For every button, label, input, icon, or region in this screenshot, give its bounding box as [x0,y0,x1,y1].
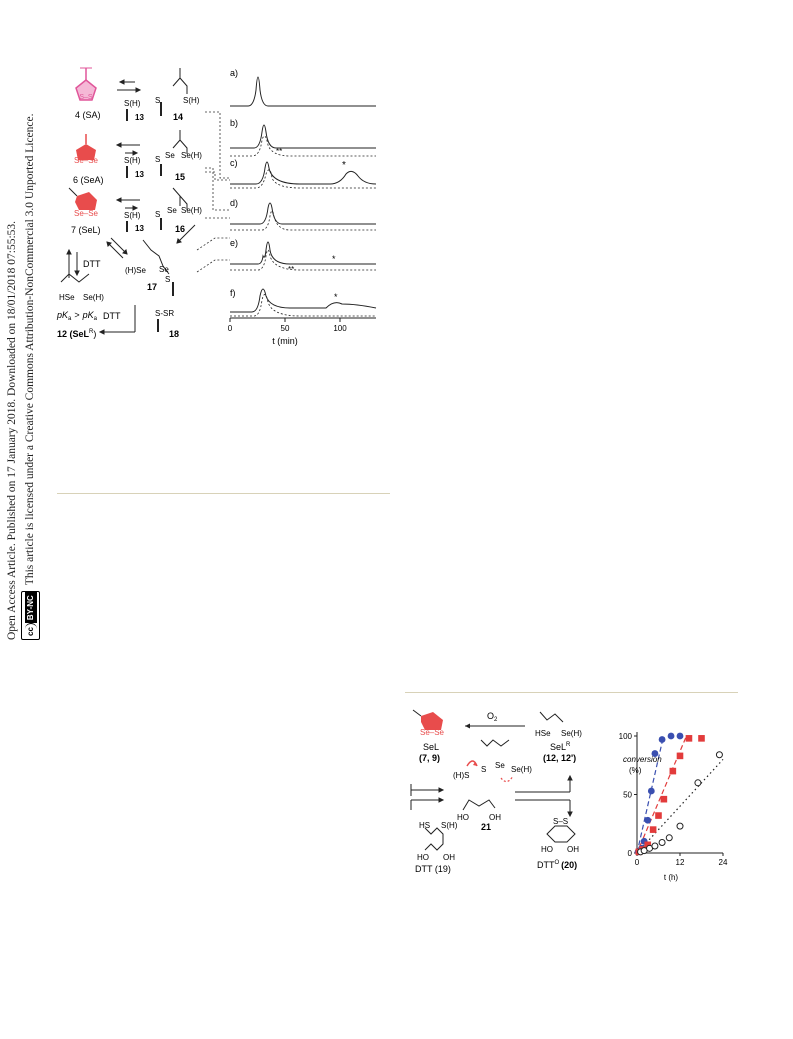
svg-text:OH: OH [443,853,455,862]
svg-text:13: 13 [135,170,144,179]
electron-arrow-red-dashed [501,776,513,782]
double-asterisk-e: ** [288,265,295,274]
sel-ring [413,710,445,737]
data-point-open-circle [659,839,665,845]
svg-text:S: S [165,275,171,284]
x-axis-label: t (min) [272,336,298,346]
x-tick-label: 0 [634,858,640,867]
trace-label-b: b) [230,118,239,128]
svg-text:HS: HS [419,821,431,830]
conversion-chart-axes [619,732,728,867]
selr-numbers: (12, 12') [543,753,577,763]
dtto-structure [547,826,575,842]
svg-text:OH: OH [567,845,579,854]
compound-21-label: 21 [481,822,492,832]
y-axis-unit: (%) [629,766,642,775]
x-tick-100: 100 [333,324,347,333]
data-point-circle [648,788,655,795]
trace-d-solid [230,203,376,224]
svg-text:Se: Se [167,206,177,215]
sel-label: SeL [423,742,440,752]
y-tick-label: 50 [623,790,632,800]
trace-b-dashed [230,136,376,156]
x-tick-0: 0 [227,324,233,333]
x-tick-label: 12 [675,858,685,867]
trace-b-solid [230,125,376,148]
asterisk-e: * [332,254,336,264]
svg-text:Se(H): Se(H) [561,729,582,738]
dtt-label-2: DTT [103,311,121,321]
o2-label: $O_2$ [487,711,498,723]
ring-se-label: Se–Se [73,156,99,165]
svg-text:Se(H): Se(H) [181,206,202,215]
trace-label-e: e) [230,238,239,248]
license-sidebar [0,0,52,700]
svg-text:HO: HO [417,853,429,862]
svg-text:13: 13 [135,113,144,122]
compound-21 [463,740,509,810]
compound-15-label: 15 [175,172,186,182]
trace-label-f: f) [230,288,236,298]
asterisk-c: * [342,160,346,171]
figure-1 [55,60,395,350]
x-tick-label: 24 [718,858,728,867]
data-point-circle [668,733,675,740]
ring-s-label: S–S [79,94,93,101]
figure-1-divider [57,493,390,494]
trace-d-dashed [230,211,376,230]
svg-text:S: S [155,155,161,164]
trace-a [230,77,376,106]
trace-f-solid [230,289,376,312]
compound-18-label: 18 [169,329,180,339]
compound-14 [161,68,187,116]
svg-text:S: S [155,210,161,219]
conversion-chart [605,712,735,882]
compound-14-label: 14 [173,112,184,122]
x-tick-50: 50 [280,324,290,333]
pka-relation: $pK_a > pK_a$ [57,310,97,322]
svg-text:OH: OH [489,813,501,822]
compound-7-ring [69,188,99,218]
data-point-square [686,735,693,742]
svg-text:(H)S: (H)S [453,771,470,780]
svg-text:HSe: HSe [535,729,551,738]
y-axis-label: conversion [623,755,662,764]
compound-13-fragments [124,99,144,233]
svg-text:Se(H): Se(H) [511,765,532,774]
svg-text:Se–Se: Se–Se [73,209,99,218]
leader-lines [197,112,230,272]
data-point-circle [659,736,666,743]
svg-text:S: S [155,96,161,105]
license-text-block [4,114,40,641]
svg-text:S(H): S(H) [124,211,141,220]
compound-7-label: 7 (SeL) [71,225,101,235]
trace-f-dashed [230,294,376,316]
selr-label: SeL$^R$ [550,742,571,752]
figure-2-scheme [405,700,620,875]
svg-text:S-SR: S-SR [155,309,175,318]
compound-17-label: 17 [147,282,158,292]
trace-label-d: d) [230,198,239,208]
license-line: ccBY-NCThis article is licensed under a Creative Commons Attribution-NonCommercial 3.0 Unported Licence. [21,114,40,641]
trace-e-dashed [230,250,376,270]
svg-text:S(H): S(H) [183,96,200,105]
data-point-square [650,826,657,833]
trend-line-0 [637,736,664,853]
figure-2-divider [405,692,738,693]
y-tick-label: 0 [627,849,632,858]
selr-structure [540,712,563,722]
compound-12 [61,274,89,282]
compound-6-label: 6 (SeA) [73,175,104,185]
svg-text:Se: Se [495,761,505,770]
sel-numbers: (7, 9) [419,753,441,763]
data-point-square [670,768,677,775]
compound-12-label: 12 (SeL$^R$) [57,329,97,339]
dtt-label-1: DTT [83,259,101,269]
svg-text:Se: Se [165,151,175,160]
y-tick-label: 100 [618,732,632,741]
trace-label-c: c) [230,158,238,168]
data-point-square [698,735,705,742]
data-point-open-circle [652,843,658,849]
cc-by-nc-badge-icon[interactable]: ccBY-NC [21,591,40,640]
compound-4-label: 4 (SA) [75,110,101,120]
trace-c-solid [230,162,376,184]
publication-line: Open Access Article. Published on 17 January 2018. Downloaded on 18/01/2018 07:55:53. [6,220,18,640]
svg-text:Se(H): Se(H) [83,293,104,302]
trace-e-solid [230,242,376,264]
data-point-open-circle [695,780,701,786]
svg-text:S: S [481,765,487,774]
dtt-structure [425,828,443,850]
data-point-open-circle [666,835,672,841]
svg-text:Se: Se [159,265,169,274]
svg-text:13: 13 [135,224,144,233]
data-point-square [677,753,684,760]
svg-text:S(H): S(H) [124,99,141,108]
data-point-square [655,812,662,819]
asterisk-f: * [334,292,338,302]
trend-line-2 [637,759,723,853]
data-point-open-circle [716,752,722,758]
svg-text:S–S: S–S [553,817,569,826]
chromatogram-panel [228,68,376,346]
data-point-open-circle [677,823,683,829]
svg-text:HO: HO [457,813,469,822]
svg-text:S(H): S(H) [441,821,458,830]
svg-text:S(H): S(H) [124,156,141,165]
compound-16-label: 16 [175,224,186,234]
x-axis-label: t (h) [663,873,679,882]
svg-text:(H)Se: (H)Se [125,266,146,275]
svg-text:Se–Se: Se–Se [419,728,445,737]
double-asterisk-b: ** [276,147,283,156]
reaction-arrows [411,776,572,816]
compound-4-ring [76,68,96,101]
svg-text:Se(H): Se(H) [181,151,202,160]
dtt-label: DTT (19) [415,864,451,874]
trace-label-a: a) [230,68,239,78]
conversion-data-points [635,733,723,856]
dtto-label: $DTT^O$ (20) [537,860,578,870]
data-point-circle [644,817,651,824]
svg-text:HO: HO [541,845,553,854]
svg-text:HSe: HSe [59,293,75,302]
compound-6-ring [74,134,99,165]
data-point-square [661,796,668,803]
data-point-circle [677,733,684,740]
